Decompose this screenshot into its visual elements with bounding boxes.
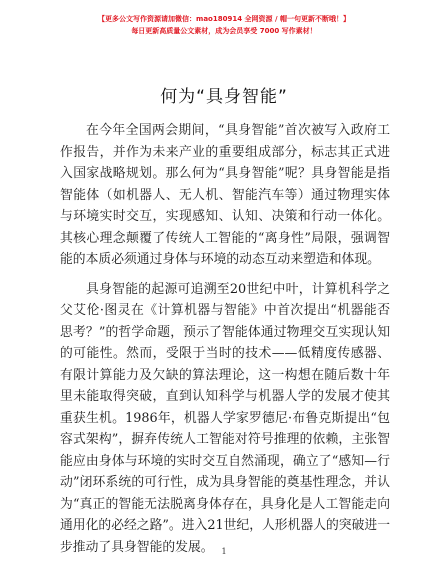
document-title: 何为“具身智能” bbox=[160, 87, 288, 107]
promo-banner-line-2: 每日更新高质量公文素材，成为会员享受 7000 写作素材！ bbox=[131, 27, 317, 35]
document-body bbox=[60, 120, 390, 566]
promo-banner-line-1: 【更多公文写作资源请加微信：mao180914 全网资源 / 帽一句更新不断哦！】 bbox=[98, 15, 350, 23]
paragraph-1: 在今年全国两会期间，“具身智能”首次被写入政府工作报告，并作为未来产业的重要组成部分，标志其正式进入国家战略规划。那么何为“具身智能”呢？具身智能是指智能体（如机器人、无人机、智能汽车等）通过物理实体与环境实时交互，实现感知、认知、决策和行动一体化。其核心理念颠覆了传统人工智能的“离身性”局限，强调智能的本质必须通过身体与环境的动态互动来塑造和体现。 bbox=[60, 123, 390, 267]
page-number: 1 bbox=[221, 547, 227, 556]
paragraph-2: 具身智能的起源可追溯至20世纪中叶，计算机科学之父艾伦·图灵在《计算机器与智能》中首次提出“机器能否思考？”的哲学命题，预示了智能体通过物理交互实现认知的可能性。然而，受限于当时的技术——低精度传感器、有限计算能力及欠缺的算法理论，这一构想在随后数十年里未能取得突破，直到认知科学与机器人学的发展才使其重获生机。1986年，机器人学家罗德尼·布鲁克斯提出“包容式架构”，摒弃传统人工智能对符号推理的依赖，主张智能应由身体与环境的实时交互自然涌现，确立了“感知—行动”闭环系统的可行性，成为具身智能的奠基性理念，并认为“真正的智能无法脱离身体存在，具身化是人工智能走向通用化的必经之路”。进入21世纪，人形机器人的突破进一步推动了具身智能的发展。 bbox=[60, 281, 390, 555]
